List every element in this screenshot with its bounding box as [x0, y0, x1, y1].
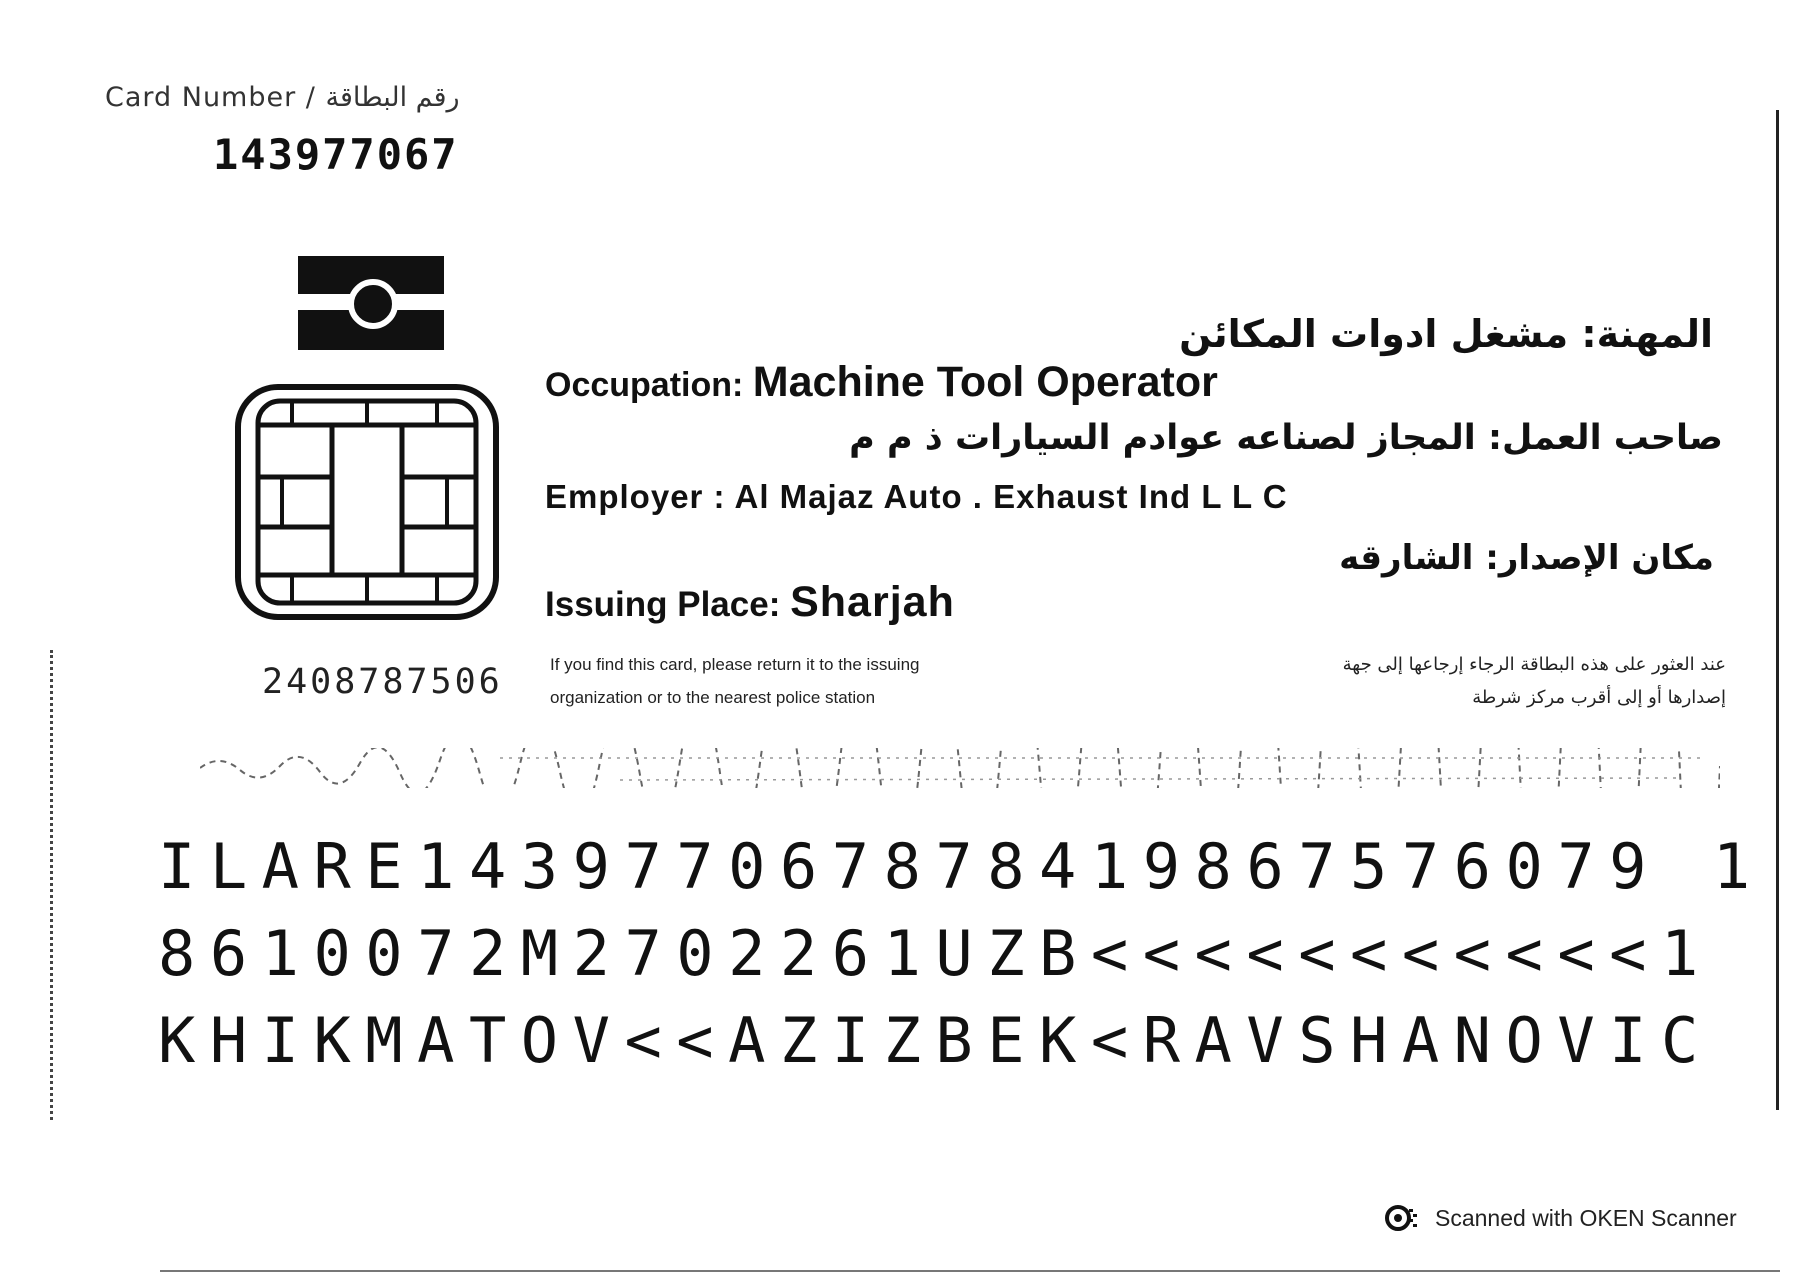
occupation-value-ar: مشغل ادوات المكائن: [1179, 312, 1569, 356]
employer-arabic: [849, 418, 1723, 458]
card-right-edge: [1776, 110, 1779, 1110]
employer-english: [545, 478, 1288, 516]
issuing-value-en: Sharjah: [790, 578, 955, 626]
occupation-english: [545, 358, 1218, 407]
scanner-text: Scanned with OKEN Scanner: [1435, 1204, 1737, 1231]
card-number-label: Card Number / رقم البطاقة: [105, 82, 460, 113]
oken-scanner-icon: [1385, 1203, 1421, 1233]
issuing-place-arabic: [1339, 538, 1714, 578]
return-notice-arabic: [1343, 648, 1726, 714]
employer-value-ar: المجاز لصناعه عوادم السيارات ذ م م: [849, 418, 1476, 458]
occupation-label-en: Occupation:: [545, 366, 744, 404]
scan-edge-dots: [50, 650, 57, 1120]
scan-noise-band: [200, 748, 1720, 788]
mrz-line-3: KHIKMATOV<<AZIZBEK<RAVSHANOVIC: [158, 1004, 1713, 1077]
employer-label-ar: صاحب العمل:: [1487, 418, 1723, 458]
occupation-label-ar: المهنة:: [1581, 312, 1713, 356]
occupation-value-en: Machine Tool Operator: [752, 358, 1218, 406]
issuing-label-en: Issuing Place:: [545, 585, 781, 624]
mrz-line-2: 8610072M2702261UZB<<<<<<<<<<<1: [158, 917, 1713, 990]
return-notice-english: [550, 648, 919, 714]
occupation-arabic: [1179, 312, 1713, 356]
notice-en-line2: organization or to the nearest police station: [550, 688, 876, 707]
issuing-place-english: [545, 578, 955, 627]
card-number: 143977067: [213, 130, 459, 179]
issuing-value-ar: الشارقه: [1339, 538, 1474, 578]
issuing-label-ar: مكان الإصدار:: [1485, 538, 1714, 578]
smart-chip-icon: [232, 381, 502, 623]
issuer-logo-icon: [298, 256, 444, 350]
notice-en-line1: If you find this card, please return it to the issuing: [550, 655, 920, 674]
employer-value-en: Al Majaz Auto . Exhaust Ind L L C: [734, 478, 1288, 515]
notice-ar-line2: إصدارها أو إلى أقرب مركز شرطة: [1472, 687, 1726, 708]
scanner-watermark: [1385, 1203, 1737, 1233]
mrz-line-1: ILARE143977067878419867576079 1: [158, 830, 1765, 903]
employer-label-en: Employer :: [545, 478, 726, 515]
chip-serial-number: 2408787506: [262, 662, 503, 702]
notice-ar-line1: عند العثور على هذه البطاقة الرجاء إرجاعها إلى جهة: [1342, 654, 1726, 675]
